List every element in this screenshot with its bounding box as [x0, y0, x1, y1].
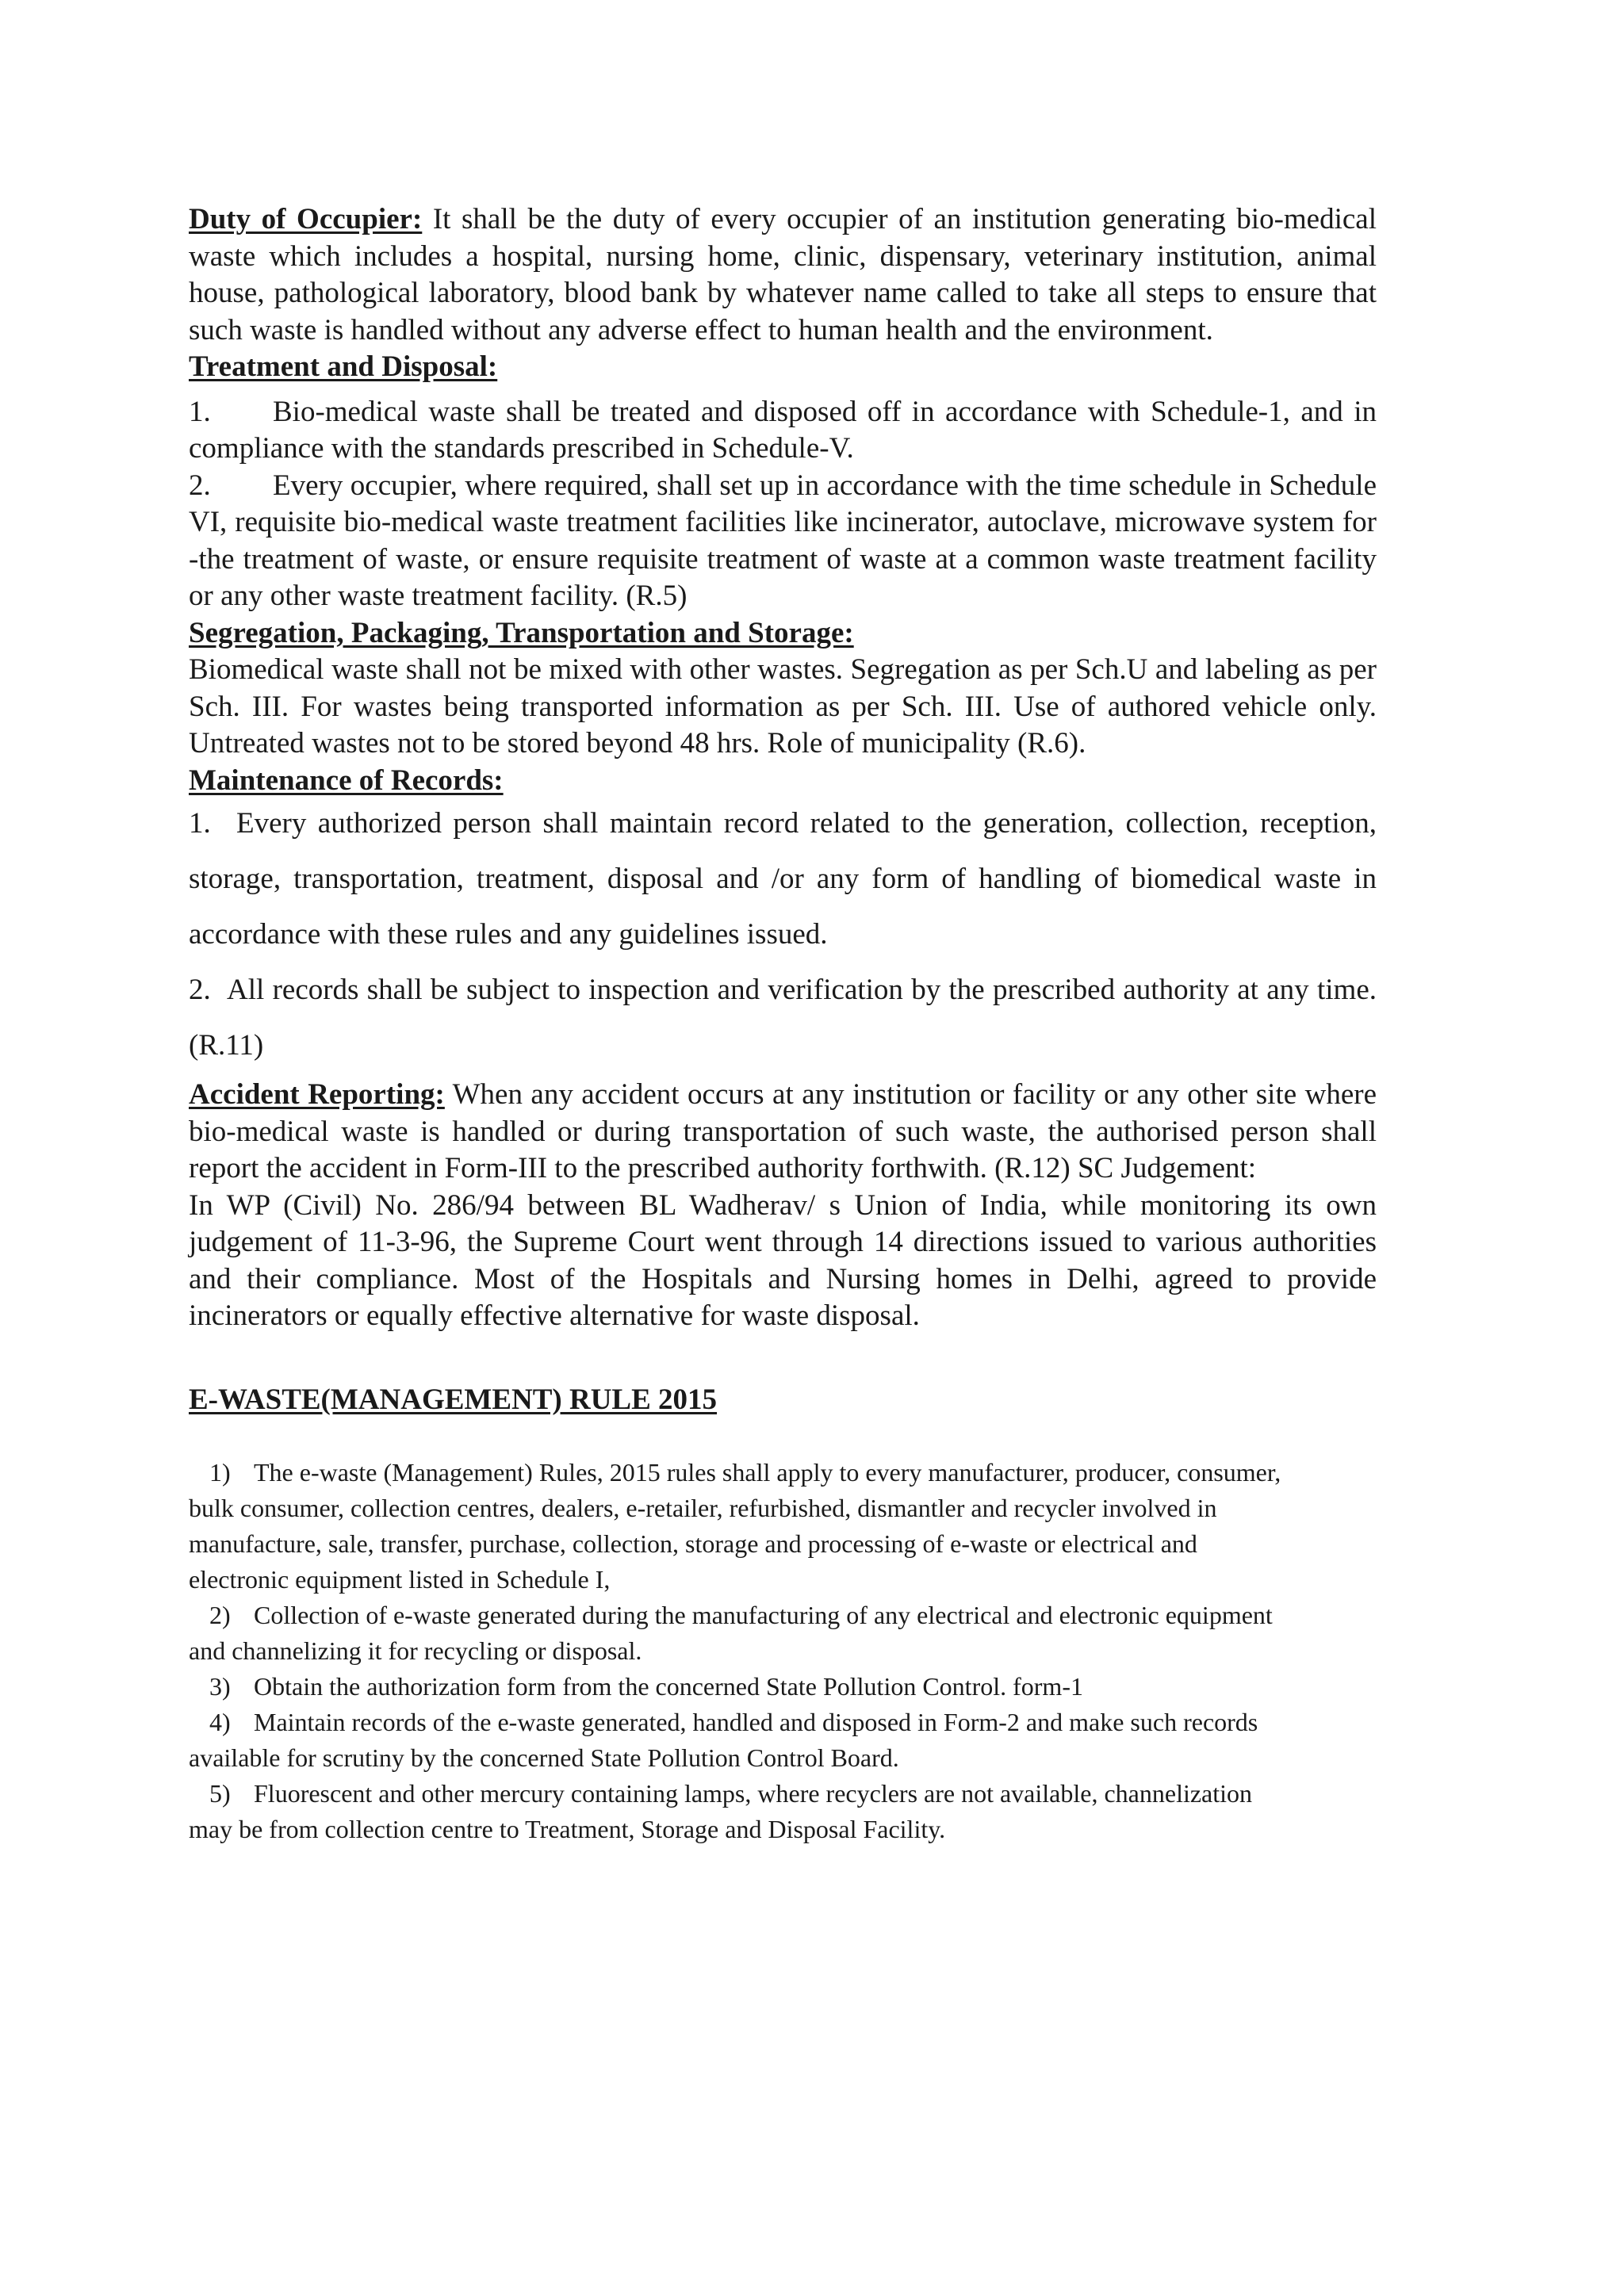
ewaste-item-4 — [189, 1705, 1299, 1776]
ewaste-title: E-WASTE(MANAGEMENT) RULE 2015 — [189, 1383, 718, 1416]
ewaste-item-1-text: The e-waste (Management) Rules, 2015 rules shall apply to every manufacturer, producer, consumer, bulk consumer, collection centres, dealers, e-retailer, refurbished, dismantler and recycler involved in manufacture, sale, transfer, purchase, collection, storage and processing of e-waste or electrical and electronic equipment listed in Schedule I, — [189, 1457, 1281, 1594]
segregation-heading: Segregation, Packaging, Transportation and Storage: — [189, 616, 854, 649]
records-item-2-text: All records shall be subject to inspection and verification by the prescribed authority at any time. (R.11) — [189, 974, 1377, 1062]
records-item-1 — [189, 796, 1377, 962]
ewaste-item-1-num: 1) — [209, 1457, 231, 1487]
treatment-item-2-num: 2. — [189, 469, 211, 502]
treatment-heading: Treatment and Disposal: — [189, 350, 498, 383]
accident-paragraph — [189, 1077, 1377, 1188]
document-page — [189, 201, 1377, 1847]
records-item-1-num: 1. — [189, 807, 211, 840]
accident-heading: Accident Reporting: — [189, 1078, 445, 1111]
treatment-item-2-text: Every occupier, where required, shall set up in accordance with the time schedule in Schedule VI, requisite bio-medical waste treatment facilities like incinerator, autoclave, microwave system for -the treatment of waste, or ensure requisite treatment of waste at a common waste treatment facility or any other waste treatment facility. (R.5) — [189, 469, 1377, 612]
records-item-2 — [189, 962, 1377, 1073]
records-list — [189, 796, 1377, 1073]
ewaste-item-3-text: Obtain the authorization form from the concerned State Pollution Control. form-1 — [254, 1671, 1083, 1701]
ewaste-item-3 — [189, 1669, 1299, 1705]
ewaste-item-4-text: Maintain records of the e-waste generated, handled and disposed in Form-2 and make such records available for scrutiny by the concerned State Pollution Control Board. — [189, 1707, 1258, 1772]
records-heading: Maintenance of Records: — [189, 763, 504, 797]
ewaste-item-3-num: 3) — [209, 1671, 231, 1701]
treatment-item-1 — [189, 394, 1377, 468]
duty-text: It shall be the duty of every occupier of an institution generating bio-medical waste which includes a hospital, nursing home, clinic, dispensary, veterinary institution, animal house, pathological laboratory, blood bank by whatever name called to take all steps to ensure that such waste is handled without any adverse effect to human health and the environment. — [189, 203, 1377, 346]
records-item-2-num: 2. — [189, 974, 211, 1006]
ewaste-item-1 — [189, 1455, 1299, 1598]
duty-heading: Duty of Occupier: — [189, 203, 423, 235]
accident-text: When any accident occurs at any institution or facility or any other site where bio-medical waste is handled or during transportation of such waste, the authorised person shall report the accident in Form-III to the prescribed authority forthwith. (R.12) SC Judgement: — [189, 1078, 1377, 1184]
ewaste-item-2 — [189, 1598, 1299, 1669]
ewaste-item-2-num: 2) — [209, 1600, 231, 1629]
treatment-item-1-num: 1. — [189, 395, 211, 428]
treatment-item-2 — [189, 468, 1377, 615]
sc-judgement-text: In WP (Civil) No. 286/94 between BL Wadherav/ s Union of India, while monitoring its own judgement of 11-3-96, the Supreme Court went through 14 directions issued to various authorities and their compliance. Most of the Hospitals and Nursing homes in Delhi, agreed to provide incinerators or equally effective alternative for waste disposal. — [189, 1188, 1377, 1332]
duty-paragraph — [189, 201, 1377, 349]
ewaste-item-4-num: 4) — [209, 1707, 231, 1736]
records-item-1-text: Every authorized person shall maintain record related to the generation, collection, reception, storage, transportation, treatment, disposal and /or any form of handling of biomedical waste in accordance with these rules and any guidelines issued. — [189, 807, 1377, 951]
ewaste-item-5 — [189, 1776, 1299, 1847]
ewaste-item-5-num: 5) — [209, 1778, 231, 1808]
ewaste-item-2-text: Collection of e-waste generated during the manufacturing of any electrical and electronic equipment and channelizing it for recycling or disposal. — [189, 1600, 1273, 1665]
treatment-item-1-text: Bio-medical waste shall be treated and disposed off in accordance with Schedule-1, and in compliance with the standards prescribed in Schedule-V. — [189, 395, 1377, 465]
segregation-text: Biomedical waste shall not be mixed with other wastes. Segregation as per Sch.U and labeling as per Sch. III. For wastes being transported information as per Sch. III. Use of authored vehicle only. Untreated wastes not to be stored beyond 48 hrs. Role of municipality (R.6). — [189, 653, 1377, 760]
ewaste-item-5-text: Fluorescent and other mercury containing lamps, where recyclers are not available, channelization may be from collection centre to Treatment, Storage and Disposal Facility. — [189, 1778, 1253, 1843]
